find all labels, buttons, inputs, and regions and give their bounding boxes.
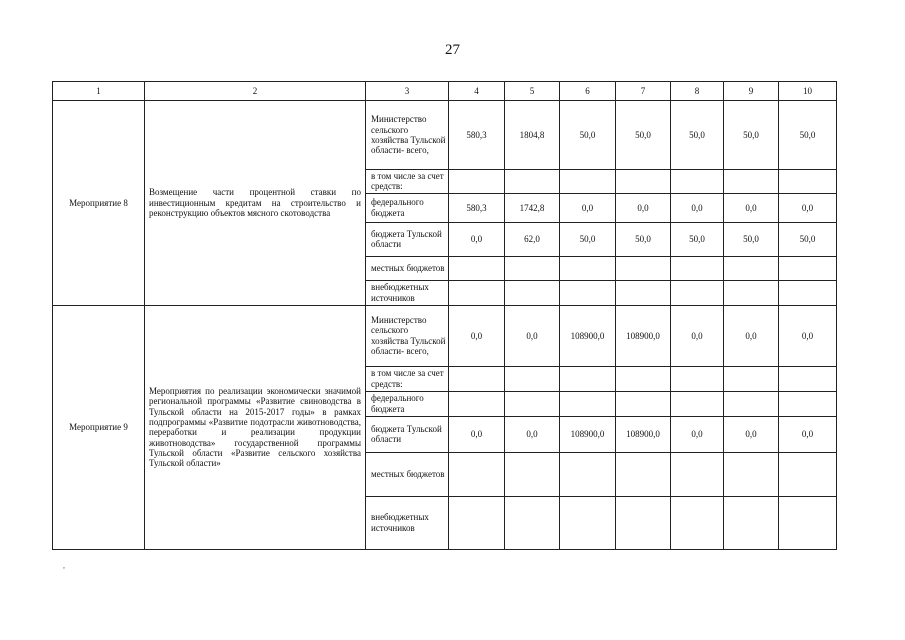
value-cell: 1804,8 [505,101,560,170]
value-cell [616,366,671,391]
funding-source: бюджета Тульской области [366,416,449,452]
value-cell: 0,0 [560,193,616,222]
measure-description: Мероприятия по реализации экономически значимой региональной программы «Развитие свиноводства в Тульской области на 2015-2017 годы» в рамках подпрограммы «Развитие подотрасли животноводства, переработки и реализации продукции животноводства» государственной программы Тульской области «Развитие сельского хозяйства Тульской области» [145,305,366,549]
value-cell: 0,0 [505,416,560,452]
value-cell [449,280,505,305]
value-cell: 50,0 [616,222,671,256]
value-cell [449,366,505,391]
funding-source: в том числе за счет средств: [366,170,449,194]
value-cell [616,256,671,280]
value-cell [449,496,505,549]
value-cell [779,256,837,280]
measure-name: Мероприятие 8 [53,101,145,306]
value-cell: 50,0 [560,101,616,170]
value-cell: 108900,0 [560,416,616,452]
header-row [53,82,837,101]
column-header: 8 [671,82,724,101]
value-cell [671,170,724,194]
value-cell [779,391,837,416]
column-header: 2 [145,82,366,101]
value-cell [449,170,505,194]
funding-source: федерального бюджета [366,193,449,222]
value-cell: 0,0 [671,193,724,222]
value-cell: 0,0 [671,416,724,452]
value-cell [560,496,616,549]
column-header: 9 [724,82,779,101]
value-cell [671,452,724,496]
funding-source: в том числе за счет средств: [366,366,449,391]
funding-source: бюджета Тульской области [366,222,449,256]
budget-table [52,81,837,550]
value-cell: 0,0 [779,305,837,366]
value-cell [560,170,616,194]
value-cell [724,170,779,194]
column-header: 3 [366,82,449,101]
table-row [53,101,837,170]
value-cell: 0,0 [671,305,724,366]
measure-name: Мероприятие 9 [53,305,145,549]
value-cell: 50,0 [724,101,779,170]
value-cell [449,452,505,496]
value-cell [779,280,837,305]
value-cell [560,256,616,280]
funding-source: Министерство сельского хозяйства Тульской области- всего, [366,305,449,366]
value-cell: 0,0 [779,416,837,452]
funding-source: Министерство сельского хозяйства Тульской области- всего, [366,101,449,170]
value-cell [505,366,560,391]
column-header: 7 [616,82,671,101]
value-cell [779,170,837,194]
value-cell [779,452,837,496]
scan-mark: , [63,561,65,570]
value-cell: 62,0 [505,222,560,256]
column-header: 10 [779,82,837,101]
value-cell [616,496,671,549]
value-cell [505,256,560,280]
value-cell [724,366,779,391]
measure-description: Возмещение части процентной ставки по инвестиционным кредитам на строительство и реконструкцию объектов мясного скотоводства [145,101,366,306]
column-header: 5 [505,82,560,101]
value-cell [616,452,671,496]
column-header: 1 [53,82,145,101]
value-cell: 0,0 [779,193,837,222]
value-cell: 0,0 [724,305,779,366]
value-cell [449,391,505,416]
value-cell [671,256,724,280]
value-cell [505,496,560,549]
value-cell: 50,0 [560,222,616,256]
value-cell: 0,0 [449,305,505,366]
value-cell [671,496,724,549]
value-cell [560,366,616,391]
value-cell: 0,0 [505,305,560,366]
value-cell [560,280,616,305]
value-cell: 50,0 [616,101,671,170]
value-cell: 50,0 [671,222,724,256]
value-cell [671,366,724,391]
table-row [53,305,837,366]
value-cell: 50,0 [671,101,724,170]
value-cell [449,256,505,280]
value-cell [560,391,616,416]
value-cell: 0,0 [449,416,505,452]
value-cell [505,452,560,496]
funding-source: внебюджетных источников [366,496,449,549]
value-cell [724,391,779,416]
value-cell [671,391,724,416]
value-cell [671,280,724,305]
value-cell [616,170,671,194]
value-cell: 50,0 [779,222,837,256]
value-cell [505,280,560,305]
value-cell [779,366,837,391]
value-cell [779,496,837,549]
page-number: 27 [445,42,460,58]
value-cell: 580,3 [449,101,505,170]
value-cell: 108900,0 [616,305,671,366]
value-cell: 108900,0 [560,305,616,366]
value-cell: 50,0 [779,101,837,170]
value-cell: 580,3 [449,193,505,222]
column-header: 4 [449,82,505,101]
value-cell [616,280,671,305]
value-cell [724,256,779,280]
value-cell: 108900,0 [616,416,671,452]
value-cell [505,391,560,416]
value-cell: 0,0 [724,193,779,222]
value-cell [560,452,616,496]
funding-source: местных бюджетов [366,452,449,496]
value-cell: 0,0 [616,193,671,222]
funding-source: местных бюджетов [366,256,449,280]
value-cell [724,280,779,305]
value-cell [724,452,779,496]
value-cell: 0,0 [724,416,779,452]
value-cell [724,496,779,549]
funding-source: федерального бюджета [366,391,449,416]
value-cell [616,391,671,416]
value-cell [505,170,560,194]
column-header: 6 [560,82,616,101]
funding-source: внебюджетных источников [366,280,449,305]
value-cell: 50,0 [724,222,779,256]
value-cell: 0,0 [449,222,505,256]
value-cell: 1742,8 [505,193,560,222]
